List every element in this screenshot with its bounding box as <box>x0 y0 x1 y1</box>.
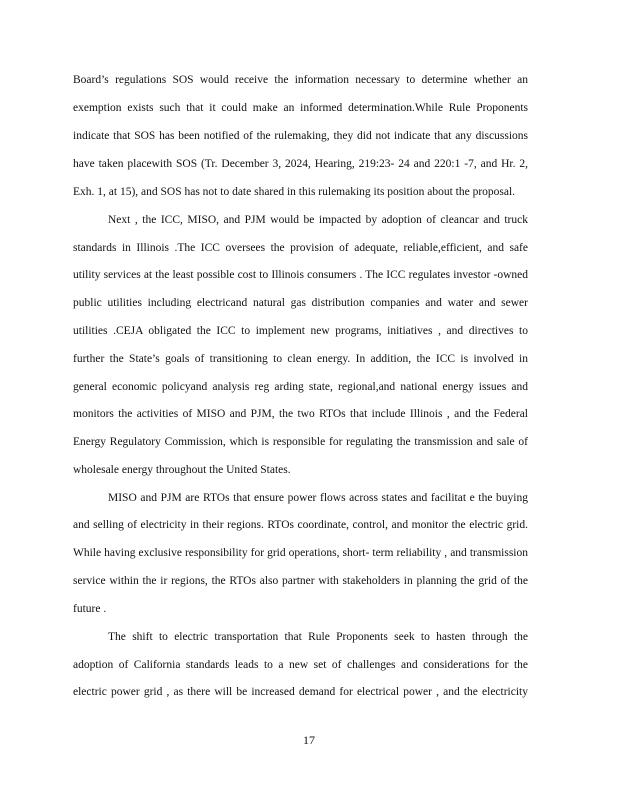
text-line: utility services at the least possible cost to Illinois consumers . The ICC regulates investor -owned <box>73 269 528 281</box>
text-line: While having exclusive responsibility for grid operations, short- term reliability , and transmission <box>73 547 528 559</box>
paragraph-first-line: Next , the ICC, MISO, and PJM would be impacted by adoption of cleancar and truck <box>108 214 528 226</box>
text-line: adoption of California standards leads to a new set of challenges and considerations for the <box>73 659 528 671</box>
text-line: Energy Regulatory Commission, which is responsible for regulating the transmission and sale of <box>73 436 528 448</box>
text-line: wholesale energy throughout the United States. <box>73 464 291 476</box>
text-line: general economic policyand analysis reg arding state, regional,and national energy issues and <box>73 381 528 393</box>
text-line: further the State’s goals of transitioning to clean energy. In addition, the ICC is involved in <box>73 353 528 365</box>
text-line: public utilities including electricand natural gas distribution companies and water and sewer <box>73 297 528 309</box>
page-number: 17 <box>303 733 315 747</box>
text-line: electric power grid , as there will be increased demand for electrical power , and the electricity <box>73 686 528 698</box>
text-line: standards in Illinois .The ICC oversees the provision of adequate, reliable,efficient, and safe <box>73 242 528 254</box>
text-line: Board’s regulations SOS would receive the information necessary to determine whether an <box>73 74 528 86</box>
paragraph-first-line: MISO and PJM are RTOs that ensure power flows across states and facilitat e the buying <box>108 492 528 504</box>
text-line: indicate that SOS has been notified of the rulemaking, they did not indicate that any discussions <box>73 130 528 142</box>
text-line: monitors the activities of MISO and PJM, the two RTOs that include Illinois , and the Federal <box>73 408 528 420</box>
text-line: utilities .CEJA obligated the ICC to implement new programs, initiatives , and directives to <box>73 325 528 337</box>
text-line: service within the ir regions, the RTOs also partner with stakeholders in planning the grid of the <box>73 575 528 587</box>
text-line: have taken placewith SOS (Tr. December 3, 2024, Hearing, 219:23- 24 and 220:1 -7, and Hr. 2, <box>73 158 528 170</box>
text-line: exemption exists such that it could make an informed determination.While Rule Proponents <box>73 102 528 114</box>
text-line: and selling of electricity in their regions. RTOs coordinate, control, and monitor the electric grid. <box>73 519 528 531</box>
paragraph-first-line: The shift to electric transportation that Rule Proponents seek to hasten through the <box>108 631 528 643</box>
text-line: future . <box>73 603 107 615</box>
text-line: Exh. 1, at 15), and SOS has not to date shared in this rulemaking its position about the proposal. <box>73 186 516 198</box>
